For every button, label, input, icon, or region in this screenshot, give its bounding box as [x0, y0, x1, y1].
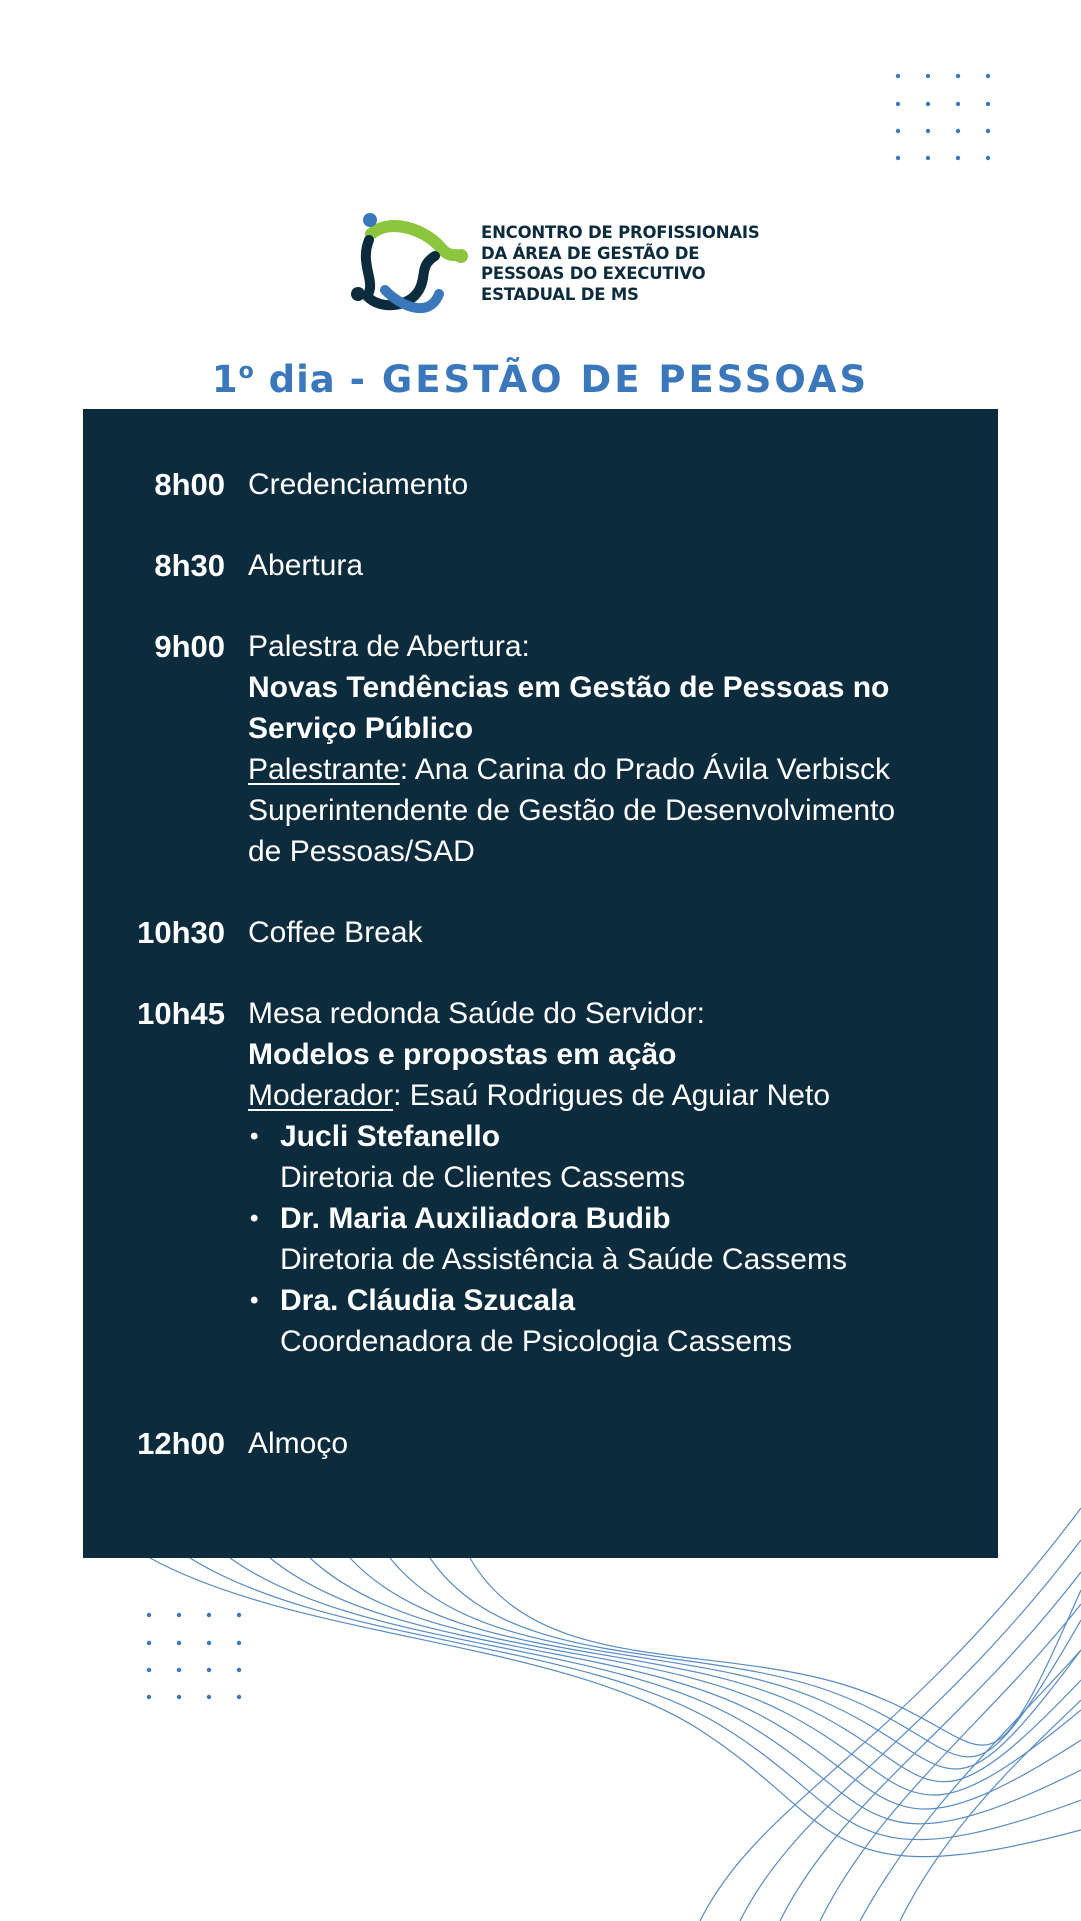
schedule-text: Coffee Break [248, 916, 423, 949]
schedule-time: 10h30 [137, 915, 225, 950]
day-number: 1 [211, 358, 239, 401]
talk-title-line: Serviço Público [248, 712, 474, 745]
panelist-role: Diretoria de Assistência à Saúde Cassems [280, 1243, 847, 1276]
schedule-time: 12h00 [137, 1426, 225, 1461]
moderator-name: : Esaú Rodrigues de Aguiar Neto [393, 1079, 831, 1112]
decorative-wave-lines [0, 1500, 1081, 1921]
event-logo-icon [349, 210, 469, 322]
bullet-icon: • [250, 1287, 259, 1314]
panelist-name: • Jucli Stefanello [248, 1116, 847, 1157]
schedule-panel [83, 409, 998, 1558]
schedule-text: Abertura [248, 549, 364, 582]
schedule-intro: Mesa redonda Saúde do Servidor: [248, 997, 705, 1030]
schedule-time: 8h00 [154, 467, 225, 502]
panelist-role: Coordenadora de Psicologia Cassems [280, 1325, 792, 1358]
schedule-text: Credenciamento [248, 468, 469, 501]
panelist-name: • Dra. Cláudia Szucala [248, 1280, 847, 1321]
schedule-time: 9h00 [154, 629, 225, 664]
schedule-time: 10h45 [137, 996, 225, 1031]
page-title [0, 358, 1081, 401]
day-theme: GESTÃO DE PESSOAS [381, 358, 870, 401]
event-name-line: PESSOAS DO EXECUTIVO [481, 264, 706, 283]
event-name [481, 223, 760, 305]
day-ordinal: o [238, 359, 255, 384]
speaker-name: : Ana Carina do Prado Ávila Verbisck [399, 753, 891, 786]
moderator-label: Moderador [248, 1079, 394, 1112]
event-name-line: ENCONTRO DE PROFISSIONAIS [481, 223, 760, 242]
schedule-text: Almoço [248, 1427, 349, 1460]
bullet-icon: • [250, 1205, 259, 1232]
talk-title-line: Novas Tendências em Gestão de Pessoas no [248, 671, 890, 704]
event-name-line: ESTADUAL DE MS [481, 284, 639, 304]
day-label: dia - [268, 358, 366, 401]
schedule-time: 8h30 [154, 548, 225, 583]
dot-grid-top-right [890, 68, 1000, 168]
panelist-name: • Dr. Maria Auxiliadora Budib [248, 1198, 847, 1239]
panel-title: Modelos e propostas em ação [248, 1038, 677, 1071]
speaker-role-line: de Pessoas/SAD [248, 835, 475, 868]
schedule-intro: Palestra de Abertura: [248, 630, 530, 663]
panelist-role: Diretoria de Clientes Cassems [280, 1161, 686, 1194]
event-name-line: DA ÁREA DE GESTÃO DE [481, 243, 700, 263]
bullet-icon: • [250, 1123, 259, 1150]
speaker-role-line: Superintendente de Gestão de Desenvolvimento [248, 794, 896, 827]
speaker-label: Palestrante [248, 753, 400, 786]
